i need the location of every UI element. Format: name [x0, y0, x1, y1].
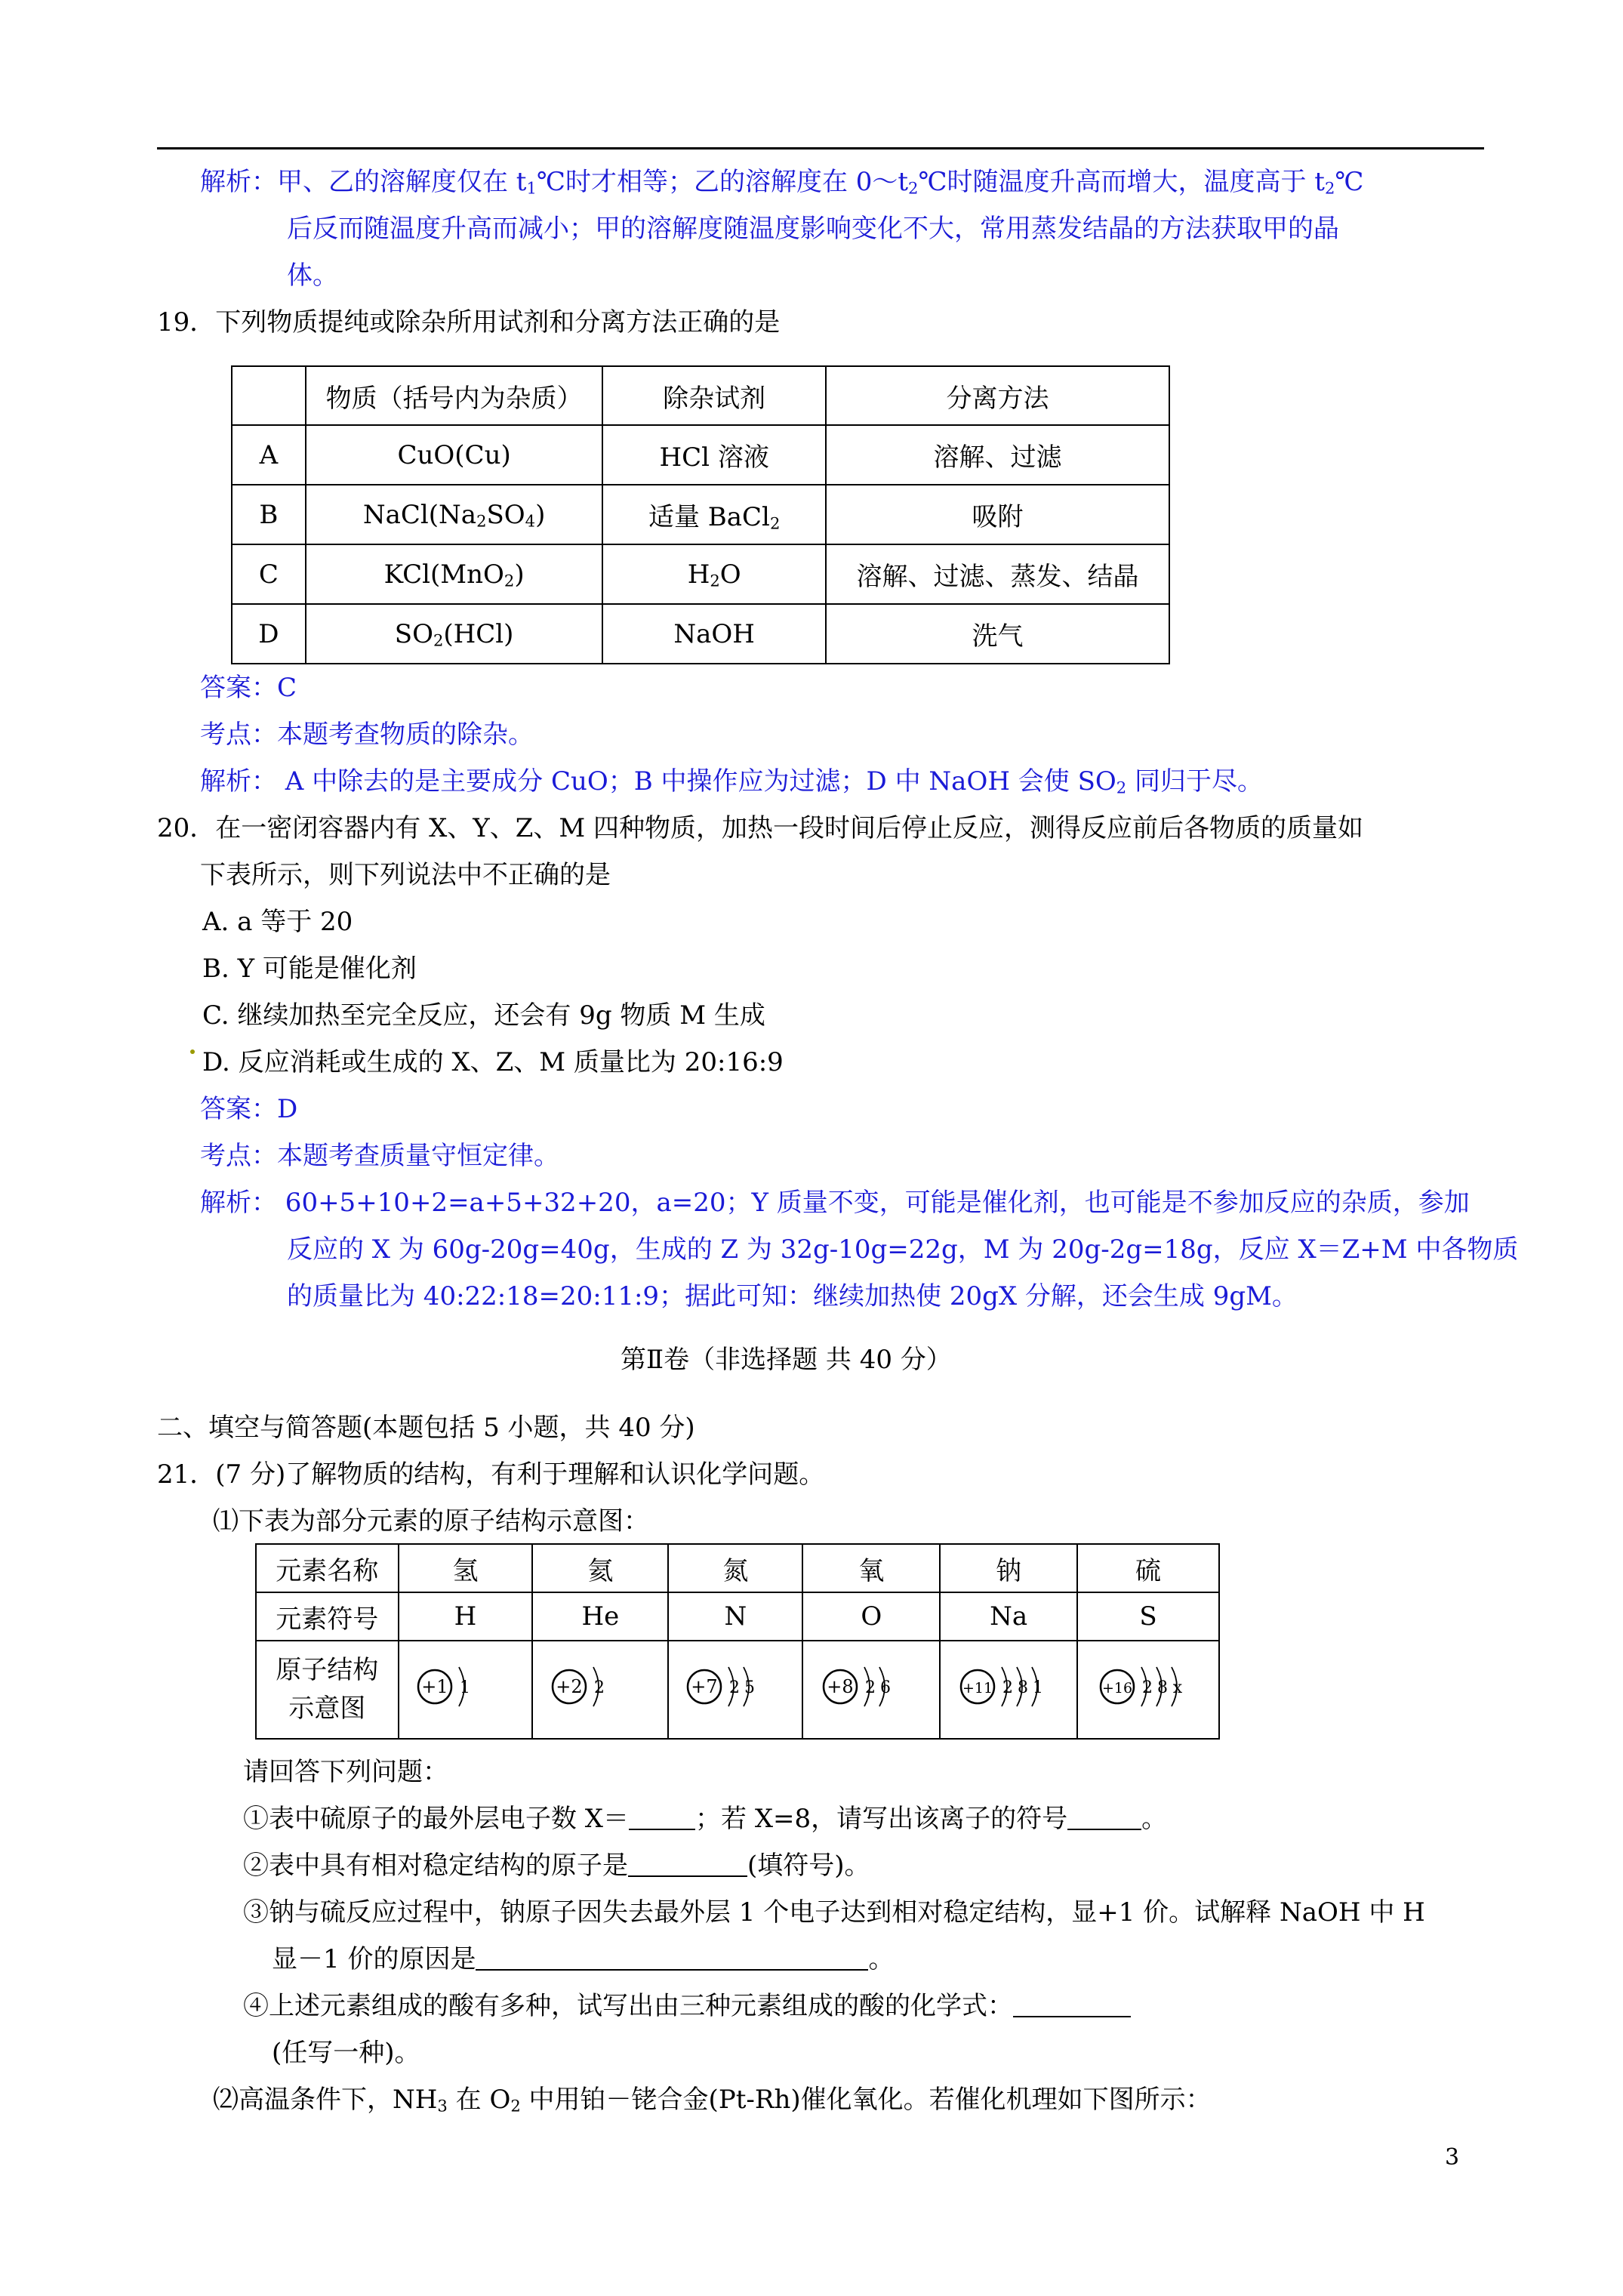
- q18-analysis-line3: 体。: [287, 260, 338, 291]
- page-number: 3: [1445, 2144, 1460, 2171]
- option-cell: A: [232, 425, 306, 485]
- q21-sub4-line1: ④上述元素组成的酸有多种，试写出由三种元素组成的酸的化学式：: [243, 1992, 1131, 2021]
- electron-count: 2: [1142, 1678, 1153, 1697]
- section-title: 第Ⅱ卷（非选择题 共 40 分）: [621, 1345, 952, 1375]
- q20-option-a: A. a 等于 20: [202, 907, 353, 937]
- method-cell: 洗气: [826, 604, 1169, 664]
- electron-count: 1: [459, 1678, 470, 1697]
- nucleus-charge: +8: [827, 1675, 854, 1697]
- header-reagent: 除杂试剂: [602, 366, 826, 425]
- atom-diagram-cell: [668, 1641, 802, 1739]
- electron-count: 2: [729, 1678, 741, 1697]
- reagent-cell: HCl 溶液: [602, 425, 826, 485]
- q20-stem-line2: 下表所示，则下列说法中不正确的是: [200, 860, 611, 890]
- atom-diagram-na: [944, 1645, 1073, 1728]
- element-diagrams-row: [256, 1641, 1219, 1739]
- q20-analysis-line2: 反应的 X 为 60g-20g=40g，生成的 Z 为 32g-10g=22g，M 为 20g-2g=18g，反应 X＝Z+M 中各物质: [287, 1234, 1519, 1265]
- blank-line: [1067, 1806, 1141, 1830]
- q19-table: [231, 365, 1170, 664]
- substance-cell: $SO_2(HCl)$: [306, 604, 603, 664]
- table-row: [232, 425, 1169, 485]
- reagent-cell: 适量 BaCl$_2$: [602, 485, 826, 544]
- reagent-cell: NaOH: [602, 604, 826, 664]
- q21-sub3-line2: 显－1 价的原因是 。: [272, 1944, 895, 1974]
- atom-diagram-cell: [940, 1641, 1077, 1739]
- electron-count: x: [1172, 1678, 1183, 1697]
- method-cell: 吸附: [826, 485, 1169, 544]
- atom-diagram-cell: [532, 1641, 668, 1739]
- blank-line: [476, 1946, 868, 1971]
- element-name: 氧: [802, 1544, 940, 1592]
- element-name: 氮: [668, 1544, 802, 1592]
- option-cell: B: [232, 485, 306, 544]
- header-method: 分离方法: [826, 366, 1169, 425]
- q21-part1: ⑴下表为部分元素的原子结构示意图：: [213, 1506, 649, 1536]
- q19-point: 考点：本题考查物质的除杂。: [200, 720, 534, 750]
- q20-option-d: D. 反应消耗或生成的 X、Z、M 质量比为 20:16:9: [202, 1047, 784, 1077]
- q21-stem: 21．(7 分)了解物质的结构，有利于理解和认识化学问题。: [157, 1459, 825, 1490]
- electron-count: 5: [744, 1678, 756, 1697]
- element-symbol: O: [802, 1592, 940, 1641]
- q20-stem-line1: 20．在一密闭容器内有 X、Y、Z、M 四种物质，加热一段时间后停止反应，测得反应前后各物质的质量如: [157, 813, 1363, 843]
- option-cell: C: [232, 544, 306, 604]
- element-name: 钠: [940, 1544, 1077, 1592]
- substance-cell: $NaCl(Na_2SO_4)$: [306, 485, 603, 544]
- element-symbol: S: [1077, 1592, 1219, 1641]
- atom-diagram-cell: [1077, 1641, 1219, 1739]
- q19-answer: 答案：C: [200, 673, 297, 703]
- electron-count: 2: [865, 1678, 876, 1697]
- blank-line: [629, 1806, 695, 1830]
- electron-count: 1: [1033, 1678, 1044, 1697]
- nucleus-charge: +2: [556, 1675, 584, 1697]
- q18-analysis-line1: 解析：甲、乙的溶解度仅在 $t_1℃$时才相等；乙的溶解度在 $0\sim t_2℃$时随温度升高而增大，温度高于 $t_2℃$: [200, 167, 1364, 198]
- element-names-row: [256, 1544, 1219, 1592]
- q20-answer: 答案：D: [200, 1094, 298, 1124]
- q19-stem: 19．下列物质提纯或除杂所用试剂和分离方法正确的是: [157, 307, 781, 337]
- substance-cell: KCl(MnO$_2$): [306, 544, 603, 604]
- table-row: [232, 485, 1169, 544]
- atom-diagram-s: [1084, 1645, 1212, 1728]
- nucleus-charge: +1: [420, 1675, 448, 1697]
- method-cell: 溶解、过滤、蒸发、结晶: [826, 544, 1169, 604]
- element-name: 硫: [1077, 1544, 1219, 1592]
- element-name: 氢: [399, 1544, 533, 1592]
- q20-option-c: C. 继续加热至完全反应，还会有 9g 物质 M 生成: [202, 1000, 765, 1031]
- element-symbols-row: [256, 1592, 1219, 1641]
- q21-ask: 请回答下列问题：: [243, 1757, 448, 1787]
- row-label: 原子结构 示意图: [256, 1641, 399, 1739]
- electron-count: 8: [1018, 1678, 1029, 1697]
- q19-analysis: 解析： A 中除去的是主要成分 CuO；B 中操作应为过滤；D 中 NaOH 会使 $SO_2$ 同归于尽。: [200, 766, 1263, 797]
- atom-diagram-o: [807, 1645, 935, 1728]
- analysis-label: 解析：: [200, 167, 277, 197]
- q18-analysis-line2: 后反而随温度升高而减小；甲的溶解度随温度影响变化不大，常用蒸发结晶的方法获取甲的晶: [287, 214, 1339, 244]
- element-symbol: He: [532, 1592, 668, 1641]
- atom-diagram-cell: [802, 1641, 940, 1739]
- reagent-cell: $H_2O$: [602, 544, 826, 604]
- q20-analysis-line1: 解析： 60+5+10+2=a+5+32+20，a=20；Y 质量不变，可能是催化剂，也可能是不参加反应的杂质，参加: [200, 1188, 1470, 1218]
- atom-diagram-he: [536, 1645, 664, 1728]
- element-symbol: Na: [940, 1592, 1077, 1641]
- nucleus-charge: +7: [691, 1675, 719, 1697]
- q21-sub3-line1: ③钠与硫反应过程中，钠原子因失去最外层 1 个电子达到相对稳定结构，显+1 价。试解释 NaOH 中 H: [243, 1897, 1425, 1928]
- element-symbol: N: [668, 1592, 802, 1641]
- q21-sub2: ②表中具有相对稳定结构的原子是 (填符号)。: [243, 1851, 870, 1881]
- element-table: [255, 1543, 1220, 1740]
- q19-table-header: [232, 366, 1169, 425]
- blank-line: [628, 1853, 747, 1877]
- q20-analysis-line3: 的质量比为 40:22:18=20:11:9；据此可知：继续加热使 20gX 分解，还会生成 9gM。: [287, 1281, 1298, 1311]
- header-substance: 物质（括号内为杂质）: [306, 366, 603, 425]
- row-label: 元素符号: [256, 1592, 399, 1641]
- header-blank: [232, 366, 306, 425]
- electron-count: 2: [594, 1678, 605, 1697]
- element-symbol: H: [399, 1592, 533, 1641]
- header-rule: [157, 147, 1484, 149]
- electron-count: 2: [1002, 1678, 1014, 1697]
- nucleus-charge: +11: [962, 1679, 993, 1697]
- stray-dot: [190, 1049, 195, 1054]
- blank-line: [1013, 1993, 1131, 2017]
- electron-count: 6: [880, 1678, 892, 1697]
- section-heading: 二、填空与简答题(本题包括 5 小题，共 40 分): [157, 1413, 695, 1443]
- q20-option-b: B. Y 可能是催化剂: [202, 954, 417, 984]
- q21-part2: ⑵高温条件下，$NH_3$ 在 $O_2$ 中用铂－铑合金(Pt-Rh)催化氧化。若催化机理如下图所示：: [213, 2085, 1212, 2116]
- atom-diagram-h: [402, 1645, 530, 1728]
- substance-cell: CuO(Cu): [306, 425, 603, 485]
- electron-count: 8: [1157, 1678, 1169, 1697]
- atom-diagram-cell: [399, 1641, 533, 1739]
- element-name: 氦: [532, 1544, 668, 1592]
- option-cell: D: [232, 604, 306, 664]
- table-row: [232, 604, 1169, 664]
- q21-sub1: ①表中硫原子的最外层电子数 X＝ ；若 X=8，请写出该离子的符号 。: [243, 1804, 1168, 1834]
- q20-point: 考点：本题考查质量守恒定律。: [200, 1141, 559, 1171]
- table-row: [232, 544, 1169, 604]
- nucleus-charge: +16: [1101, 1679, 1133, 1697]
- method-cell: 溶解、过滤: [826, 425, 1169, 485]
- row-label: 元素名称: [256, 1544, 399, 1592]
- q21-sub4-line2: (任写一种)。: [272, 2038, 420, 2068]
- atom-diagram-n: [671, 1645, 799, 1728]
